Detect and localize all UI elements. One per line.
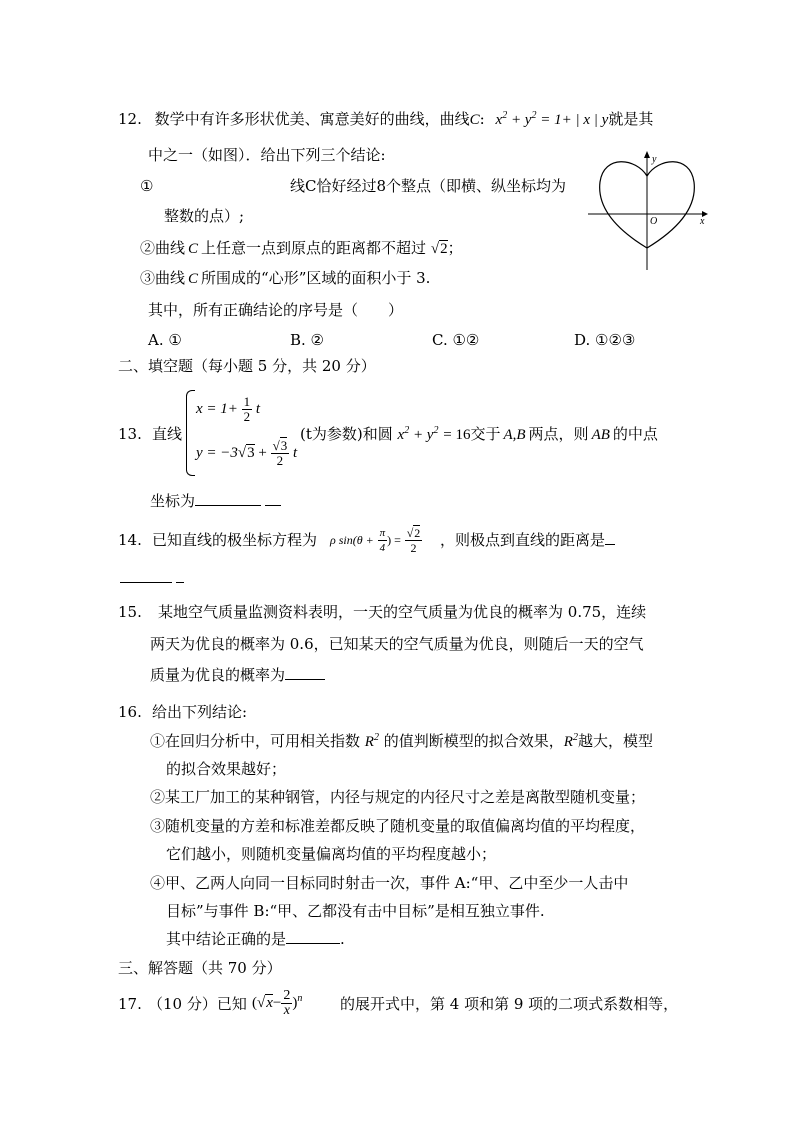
option-c: C. ①② — [432, 331, 480, 349]
frac-num: 2 — [414, 526, 421, 540]
q14-blank-line — [120, 568, 184, 588]
frac-den: 4 — [379, 542, 386, 554]
frac-den: 2 — [410, 541, 417, 555]
q16-ask-text: 其中结论正确的是 — [166, 930, 287, 948]
answer-blank[interactable] — [120, 568, 172, 583]
x-label: x — [700, 216, 705, 227]
q13-line2-plus: + — [258, 445, 267, 461]
q14-tail — [440, 530, 615, 550]
q12-colon: : — [479, 110, 485, 128]
q13-line1-lhs: x = 1+ — [196, 401, 238, 417]
q14-formula — [330, 520, 422, 560]
q17-number: 17. — [118, 995, 142, 1013]
q14-tail-text: ，则极点到直线的距离是 — [440, 531, 606, 549]
q12-s2-text: ②曲线 — [140, 239, 186, 257]
q12-s3-rest: 所围成的“心形”区域的面积小于 3. — [201, 269, 431, 287]
q12-s2-rest: 上任意一点到原点的距离都不超过 — [201, 239, 427, 257]
y-axis-arrow — [644, 151, 650, 158]
section-3-heading: 三、解答题（共 70 分） — [118, 959, 282, 977]
system-brace — [186, 390, 195, 476]
q13-lead: 直线 — [152, 425, 183, 443]
q12-line2: 中之一（如图）．给出下列三个结论: — [148, 146, 386, 164]
q15-line3 — [150, 665, 325, 685]
q12-intro: 数学中有许多形状优美、寓意美好的曲线，曲线 — [154, 110, 470, 128]
q17-lead: （10 分）已知 — [148, 995, 247, 1013]
q13-circle-eq: = 16交于 — [443, 427, 501, 443]
option-d: D. ①②③ — [574, 331, 636, 349]
q14-number: 14. — [118, 531, 142, 549]
q14-text: 已知直线的极坐标方程为 — [152, 531, 318, 549]
answer-blank[interactable] — [195, 491, 261, 506]
q13-system-line1 — [196, 394, 260, 424]
q17-frac — [281, 989, 292, 1018]
q17-expression: (√x− $\frac{2}{x}$ )$^n$ — [252, 987, 303, 1018]
heart-curve-figure — [584, 148, 712, 274]
q16-c3b: 它们越小，则随机变量偏离均值的平均程度越小； — [166, 845, 497, 863]
q12-s1-cont: 整数的点）; — [164, 207, 245, 225]
q13-circle-lhs: $x^2 + y^2$ — [397, 425, 439, 443]
option-a: A. ① — [148, 331, 182, 349]
q12-curve-name: C — [469, 112, 480, 128]
q16-c1c: 越大，模型 — [577, 732, 653, 750]
q13-frac-root3-2: $\frac{√3}{2}$ — [272, 438, 288, 469]
q12-s1-mark: ① — [140, 177, 154, 195]
q14-pi-frac — [378, 526, 388, 555]
frac-num: 1 — [243, 394, 251, 410]
q15-number: 15. — [118, 603, 142, 621]
question-number: 12. — [118, 110, 142, 128]
q14-rho: ρ sin(θ + — [330, 533, 374, 547]
q13-line2-t: t — [293, 445, 298, 461]
answer-blank-end — [176, 568, 184, 583]
q14-rhs-frac: $\frac{√2}{2}$ — [406, 526, 421, 555]
q13-rest — [300, 424, 658, 445]
y-label: y — [652, 154, 657, 165]
q13-line2-root: 3 — [247, 445, 255, 461]
q12-s1-text: 线C恰好经过8个整点（即横、纵坐标均为 — [290, 177, 567, 195]
q13-number: 13. — [118, 425, 142, 443]
frac-num: 2 — [283, 987, 291, 1003]
answer-blank-end — [265, 491, 281, 506]
q12-s2-end: ； — [447, 239, 463, 257]
option-b: B. ② — [290, 331, 325, 349]
q12-s2 — [140, 238, 463, 259]
q12-s2-curve: C — [188, 241, 199, 257]
frac-num: π — [379, 527, 386, 539]
q15-line1: 某地空气质量监测资料表明，一天的空气质量为优良的概率为 0.75，连续 — [158, 603, 647, 621]
q13-system-line2: y = −3√3 + $\frac{√3}{2}$ t — [196, 438, 298, 469]
q13-seg: AB — [591, 427, 610, 443]
q12-ask: 其中，所有正确结论的序号是（ ） — [148, 301, 404, 319]
q15-line2: 两天为优良的概率为 0.6，已知某天的空气质量为优良，则随后一天的空气 — [150, 635, 644, 653]
frac-den: 2 — [276, 453, 284, 469]
q16-c1b: 的值判断模型的拟合效果， — [383, 732, 564, 750]
q13-tail: 的中点 — [612, 425, 658, 443]
answer-blank-start — [605, 530, 615, 545]
q16-ask: 其中结论正确的是 . — [166, 930, 345, 948]
q14-eq: ) = — [387, 533, 401, 547]
section-2-heading: 二、填空题（每小题 5 分，共 20 分） — [118, 357, 376, 375]
frac-num: 3 — [280, 438, 288, 454]
q16-c2: ②某工厂加工的某种钢管，内径与规定的内径尺寸之差是离散型随机变量； — [150, 788, 646, 806]
answer-blank[interactable] — [285, 665, 325, 680]
q12-equation: $x^2 + y^2 = 1+$ | x | y — [495, 110, 609, 128]
q16-number: 16. — [118, 703, 142, 721]
origin-label: O — [650, 216, 658, 227]
sqrt2: √2 — [430, 241, 448, 257]
q13-line1-t: t — [255, 401, 261, 417]
q16-c1d: 的拟合效果越好； — [166, 760, 287, 778]
q12-line1 — [118, 109, 653, 130]
q13-line2-lhs: y = −3 — [196, 445, 238, 461]
q13-answer-label: 坐标为 — [150, 492, 196, 510]
q16-lead: 给出下列结论: — [152, 703, 248, 721]
q12-eq-end: 就是其 — [608, 110, 654, 128]
q15-line3-text: 质量为优良的概率为 — [150, 666, 286, 684]
q16-c1a: ①在回归分析中，可用相关指数 — [150, 732, 361, 750]
q12-s3-text: ③曲线 — [140, 269, 186, 287]
frac-den: 2 — [243, 409, 251, 425]
q12-s3-curve: C — [188, 271, 199, 287]
q16-c4a: ④甲、乙两人向同一目标同时射击一次，事件 A:“甲、乙中至少一人击中 — [150, 874, 629, 892]
q16-c4b: 目标”与事件 B:“甲、乙都没有击中目标”是相互独立事件. — [166, 902, 545, 920]
answer-blank[interactable] — [286, 929, 340, 944]
frac-den: x — [283, 1002, 290, 1018]
q16-c3a: ③随机变量的方差和标准差都反映了随机变量的取值偏离均值的平均程度， — [150, 817, 646, 835]
q13-param: (t为参数)和圆 — [300, 425, 393, 443]
q13-points: A,B — [503, 427, 526, 443]
q16-c1: ①在回归分析中，可用相关指数 $R^2$ 的值判断模型的拟合效果，$R^2$越大，模型 — [150, 732, 653, 750]
q12-s3 — [140, 268, 430, 289]
q17-tail: 的展开式中，第 4 项和第 9 项的二项式系数相等， — [340, 995, 679, 1013]
q13-line2 — [150, 491, 281, 511]
q13-mid: 两点，则 — [528, 425, 589, 443]
q13-frac-half — [242, 395, 253, 424]
